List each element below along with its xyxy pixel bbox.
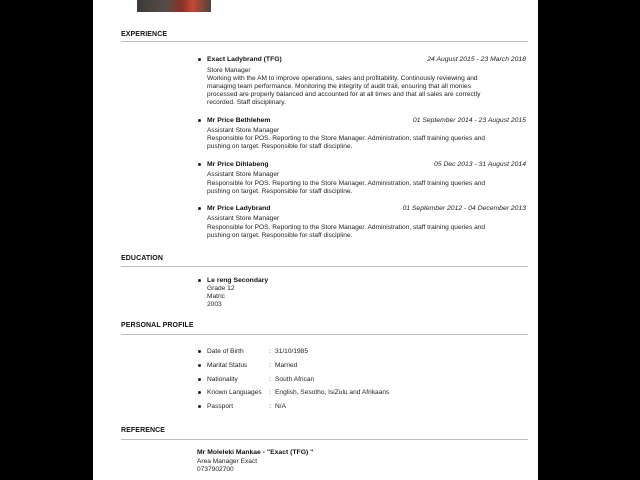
job-description-line: pushing on target. Responsible for staff discipline. — [207, 188, 353, 195]
section-divider — [121, 334, 528, 335]
job-title: Assistant Store Manager — [207, 171, 280, 178]
job-org: Mr Price Bethlehem — [207, 117, 271, 124]
profile-colon: : — [269, 348, 271, 355]
job-dates: 01 September 2012 - 04 December 2013 — [402, 205, 526, 212]
profile-value: Married — [275, 362, 298, 369]
section-title-education: EDUCATION — [121, 255, 163, 262]
section-title-reference: REFERENCE — [121, 427, 166, 434]
reference-line: Area Manager Exact — [197, 458, 258, 465]
job-dates: 05 Dec 2013 - 31 August 2014 — [434, 161, 526, 168]
profile-label: Passport — [207, 403, 234, 410]
job-org: Mr Price Dihlabeng — [207, 161, 269, 168]
profile-value: South African — [275, 376, 315, 383]
section-divider — [121, 439, 528, 440]
job-description-line: Responsible for POS. Reporting to the Store Manager. Administration, staff training queries and — [207, 180, 486, 187]
bullet-icon — [198, 279, 201, 282]
job-description-line: pushing on target. Responsible for staff discipline. — [207, 143, 353, 150]
bullet-icon — [198, 119, 201, 122]
profile-label: Marital Status — [207, 362, 248, 369]
profile-value: English, Sesotho, IsiZulu and Afrikaans — [275, 389, 390, 396]
profile-label: Nationality — [207, 376, 238, 383]
bullet-icon — [198, 163, 201, 166]
job-description-line: managing team performance. Monitoring the integrity of audit trail, ensuring that all monies — [207, 83, 471, 90]
profile-colon: : — [269, 389, 271, 396]
profile-colon: : — [269, 403, 271, 410]
bullet-icon — [198, 364, 201, 367]
job-dates: 24 August 2015 - 23 March 2018 — [427, 56, 526, 63]
bullet-icon — [198, 391, 201, 394]
job-title: Store Manager — [207, 67, 251, 74]
job-description-line: Responsible for POS. Reporting to the Store Manager. Administration, staff training queries and — [207, 135, 486, 142]
job-description-line: Working with the AM to improve operations, sales and profitability. Continously reviewing and — [207, 75, 478, 82]
job-title: Assistant Store Manager — [207, 127, 280, 134]
section-divider — [121, 266, 528, 267]
education-line: 2003 — [207, 301, 222, 308]
profile-value: 31/10/1985 — [275, 348, 309, 355]
job-description-line: recorded. Staff disciplinary. — [207, 99, 286, 106]
resume-page — [93, 0, 538, 480]
section-title-personal-profile: PERSONAL PROFILE — [121, 322, 194, 329]
reference-name: Mr Moleleki Mankae - "Exact (TFG) " — [197, 449, 314, 456]
section-title-experience: EXPERIENCE — [121, 31, 168, 38]
education-line: Grade 12 — [207, 285, 235, 292]
bullet-icon — [198, 58, 201, 61]
job-description-line: processed are properly balanced and accounted for at all times and that all sales are correctly — [207, 91, 481, 98]
profile-label: Date of Birth — [207, 348, 244, 355]
profile-colon: : — [269, 362, 271, 369]
bullet-icon — [198, 350, 201, 353]
education-line: Matric — [207, 293, 225, 300]
profile-label: Known Languages — [207, 389, 262, 396]
reference-phone: 0737902700 — [197, 466, 234, 473]
job-description-line: pushing on target. Responsible for staff discipline. — [207, 232, 353, 239]
bullet-icon — [198, 378, 201, 381]
bullet-icon — [198, 405, 201, 408]
bullet-icon — [198, 207, 201, 210]
profile-colon: : — [269, 376, 271, 383]
profile-value: N/A — [275, 403, 286, 410]
section-divider — [121, 41, 528, 42]
job-title: Assistant Store Manager — [207, 215, 280, 222]
job-org: Exact Ladybrand (TFG) — [207, 56, 282, 63]
job-description-line: Responsible for POS. Reporting to the Store Manager. Administration, staff training queries and — [207, 224, 486, 231]
school-name: Le reng Secondary — [207, 277, 269, 284]
job-org: Mr Price Ladybrand — [207, 205, 271, 212]
job-dates: 01 September 2014 - 23 August 2015 — [412, 117, 526, 124]
profile-photo — [137, 0, 211, 12]
